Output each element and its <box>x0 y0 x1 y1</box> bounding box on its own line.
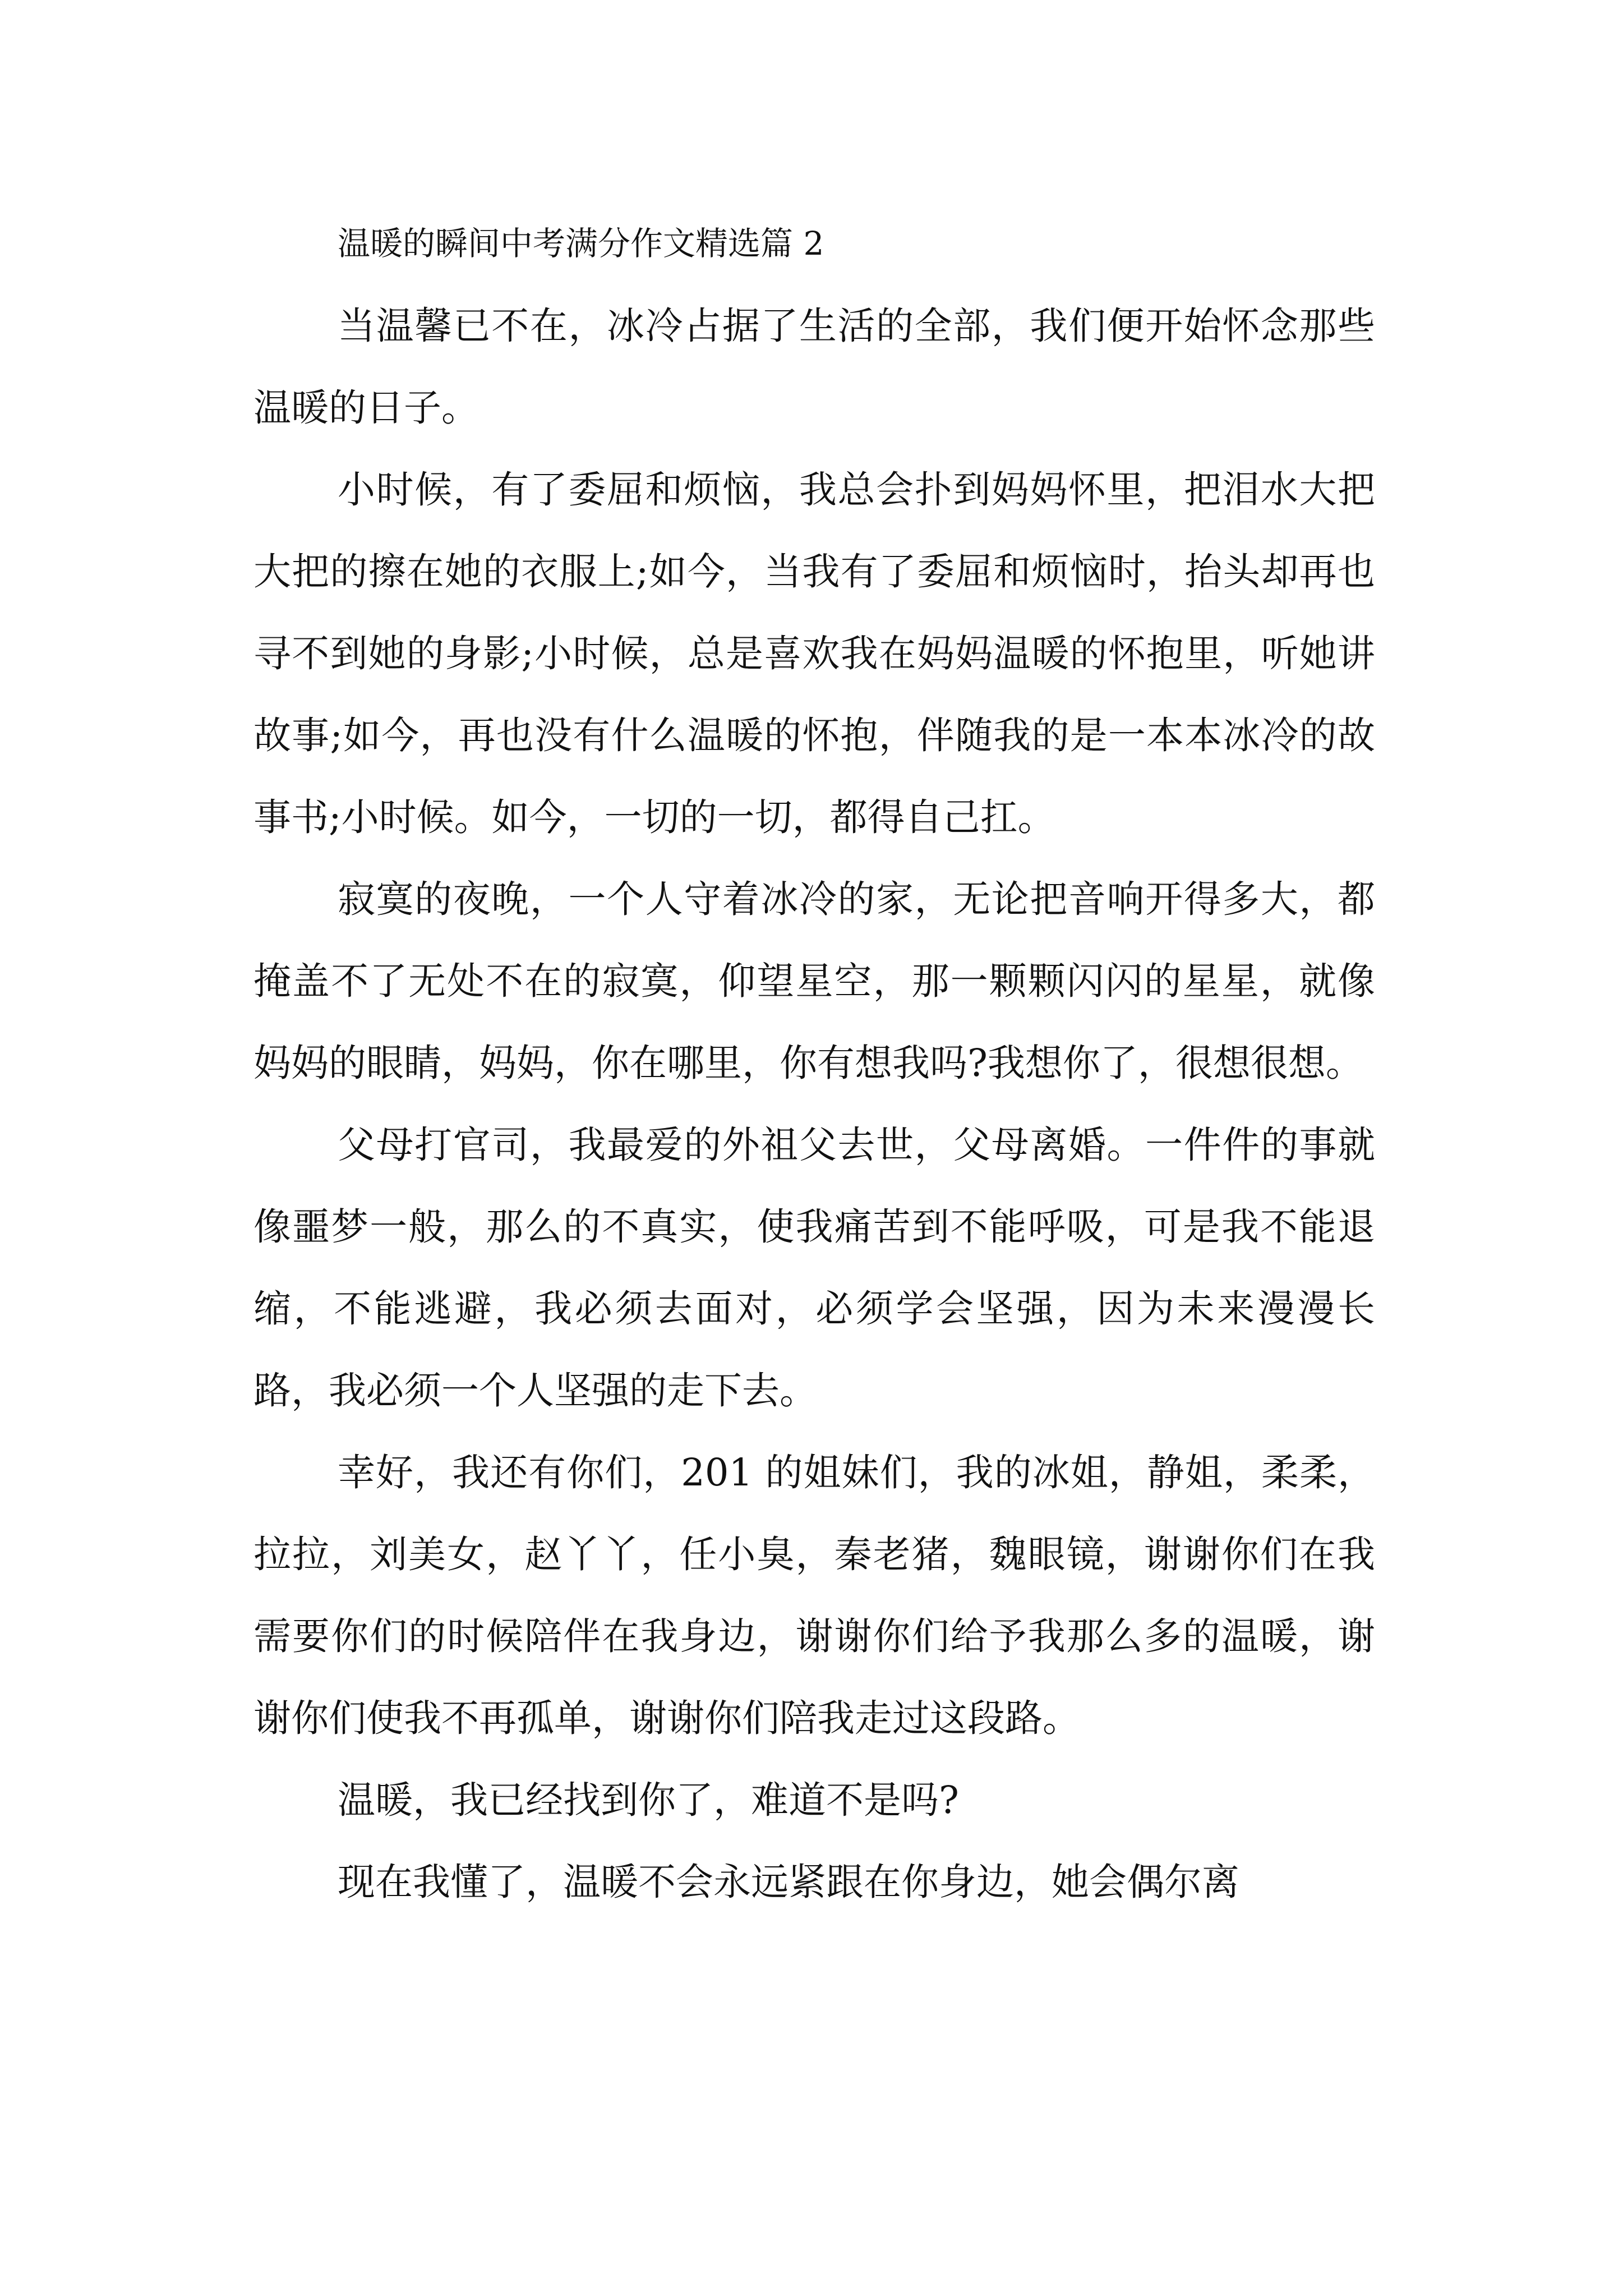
document-body <box>253 202 1375 1923</box>
paragraph: 小时候，有了委屈和烦恼，我总会扑到妈妈怀里，把泪水大把大把的擦在她的衣服上;如今，当我有了委屈和烦恼时，抬头却再也寻不到她的身影;小时候，总是喜欢我在妈妈温暖的怀抱里，听她讲故事;如今，再也没有什么温暖的怀抱，伴随我的是一本本冰冷的故事书;小时候。如今，一切的一切，都得自己扛。 <box>253 468 1375 839</box>
paragraph: 温暖，我已经找到你了，难道不是吗? <box>338 1778 959 1822</box>
document-title: 温暖的瞬间中考满分作文精选篇 2 <box>338 224 824 263</box>
paragraph: 当温馨已不在，冰冷占据了生活的全部，我们便开始怀念那些温暖的日子。 <box>253 304 1375 430</box>
paragraph: 现在我懂了，温暖不会永远紧跟在你身边，她会偶尔离 <box>338 1860 1239 1904</box>
paragraph: 父母打官司，我最爱的外祖父去世，父母离婚。一件件的事就像噩梦一般，那么的不真实，使我痛苦到不能呼吸，可是我不能退缩，不能逃避，我必须去面对，必须学会坚强，因为未来漫漫长路，我必须一个人坚强的走下去。 <box>253 1123 1375 1412</box>
paragraph: 寂寞的夜晚，一个人守着冰冷的家，无论把音响开得多大，都掩盖不了无处不在的寂寞，仰望星空，那一颗颗闪闪的星星，就像妈妈的眼睛，妈妈，你在哪里，你有想我吗?我想你了，很想很想。 <box>253 877 1375 1085</box>
paragraph: 幸好，我还有你们，201 的姐妹们，我的冰姐，静姐，柔柔，拉拉，刘美女，赵丫丫，任小臭，秦老猪，魏眼镜，谢谢你们在我需要你们的时候陪伴在我身边，谢谢你们给予我那么多的温暖，谢谢你们使我不再孤单，谢谢你们陪我走过这段路。 <box>253 1451 1375 1740</box>
